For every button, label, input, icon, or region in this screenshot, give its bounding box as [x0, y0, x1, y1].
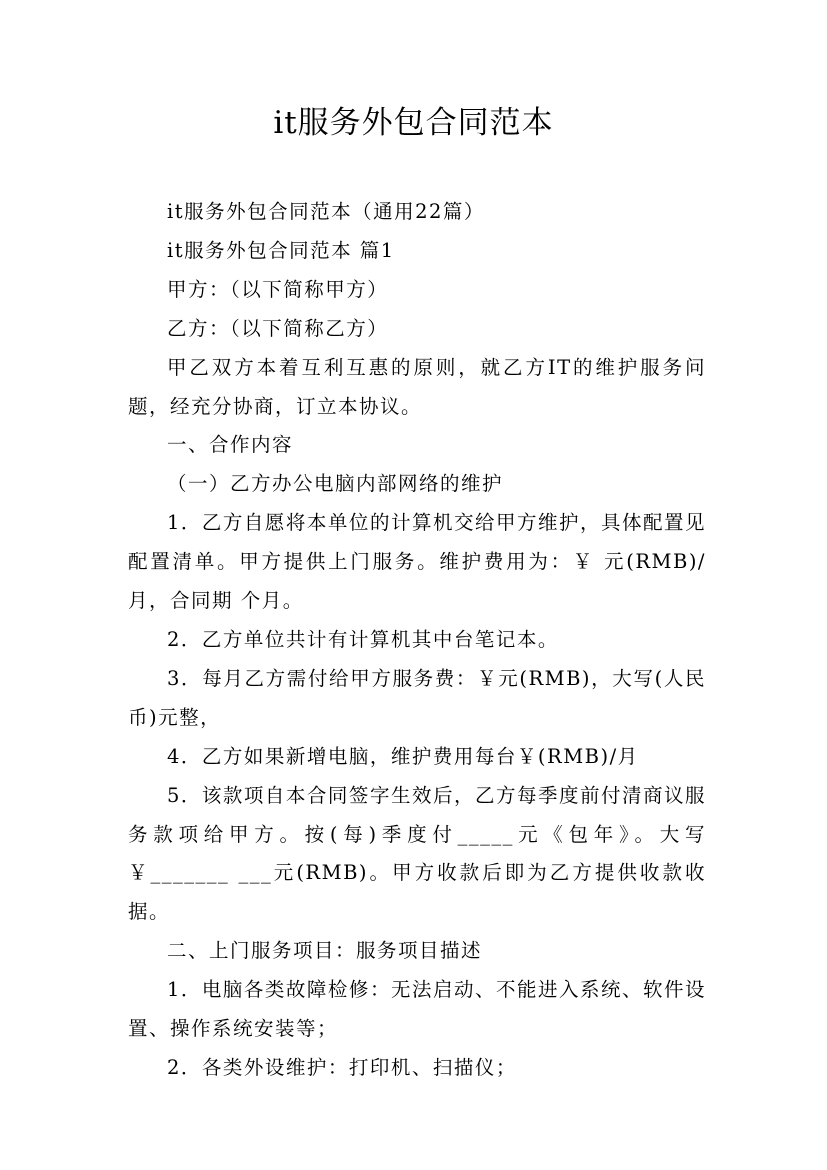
- paragraph-preamble: 甲乙双方本着互利互惠的原则，就乙方IT的维护服务问题，经充分协商，订立本协议。: [128, 355, 706, 418]
- paragraph-clause-5: 5．该款项自本合同签字生效后，乙方每季度前付清商议服务款项给甲方。按(每)季度付_____元《包年》。大写￥_______ ___元(RMB)。甲方收款后即为乙方提供收款收据。: [128, 783, 706, 924]
- paragraph-heading-cooperation: 一、合作内容: [167, 433, 294, 457]
- paragraph-party-a: 甲方：（以下简称甲方）: [167, 277, 389, 301]
- paragraph-section-heading: it服务外包合同范本 篇1: [167, 238, 395, 262]
- paragraph-subtitle: it服务外包合同范本（通用22篇）: [167, 200, 485, 223]
- paragraph-clause-4: 4．乙方如果新增电脑，维护费用每台￥(RMB)/月: [167, 744, 639, 768]
- paragraph-clause-2: 2．乙方单位共计有计算机其中台笔记本。: [167, 627, 559, 651]
- document-body: [128, 193, 706, 1088]
- paragraph-party-b: 乙方：（以下简称乙方）: [167, 316, 389, 340]
- document-title: it服务外包合同范本: [273, 105, 554, 141]
- paragraph-clause-1: 1．乙方自愿将本单位的计算机交给甲方维护，具体配置见配置清单。甲方提供上门服务。维护费用为：￥ 元(RMB)/月，合同期 个月。: [128, 511, 706, 613]
- paragraph-subheading-network: （一）乙方办公电脑内部网络的维护: [167, 472, 504, 496]
- paragraph-service-2: 2．各类外设维护：打印机、扫描仪；: [167, 1055, 517, 1079]
- paragraph-clause-3: 3．每月乙方需付给甲方服务费：￥元(RMB)，大写(人民币)元整，: [128, 666, 706, 729]
- paragraph-heading-onsite-service: 二、上门服务项目：服务项目描述: [167, 939, 483, 963]
- paragraph-service-1: 1．电脑各类故障检修：无法启动、不能进入系统、软件设置、操作系统安装等；: [128, 978, 706, 1041]
